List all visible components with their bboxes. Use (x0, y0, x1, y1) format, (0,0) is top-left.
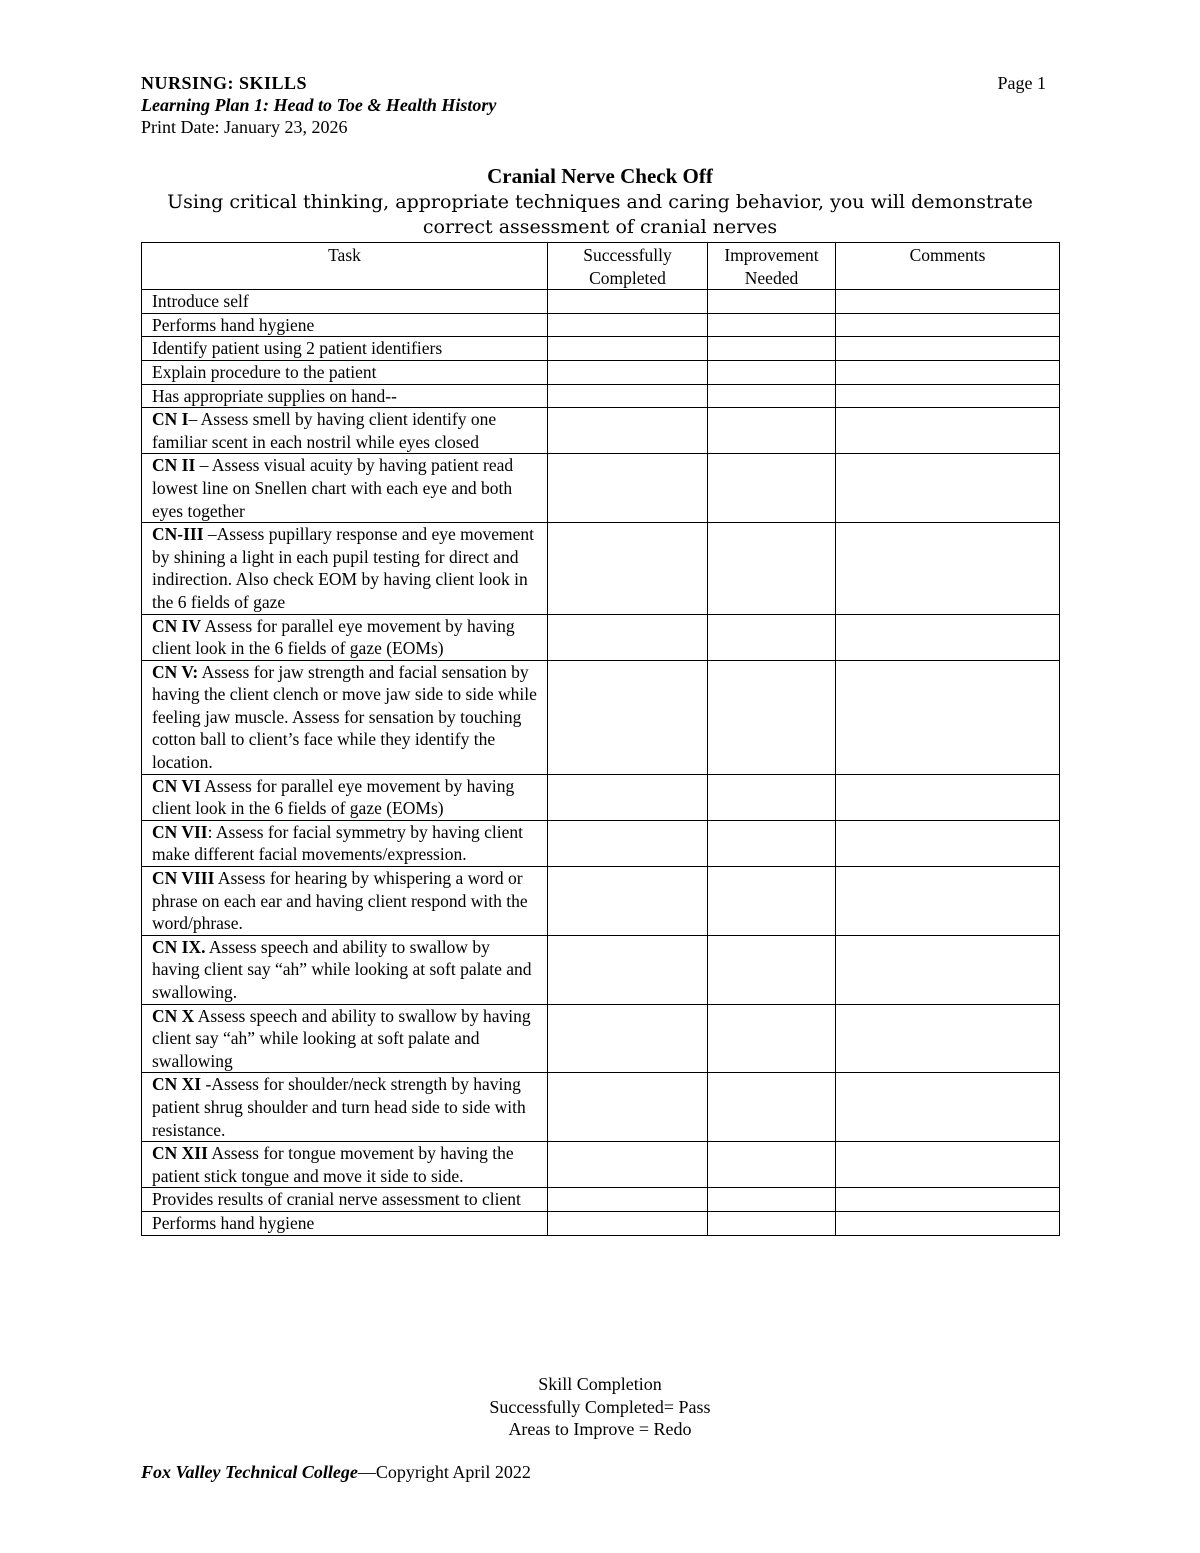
copyright: —Copyright April 2022 (357, 1462, 531, 1482)
cranial-nerve-label: CN XII (152, 1143, 208, 1164)
task-text: – Assess visual acuity by having patient read lowest line on Snellen chart with each eye and both eyes together (152, 455, 514, 521)
improvement-needed-cell[interactable] (708, 867, 836, 936)
table-row (142, 337, 1060, 361)
task-cell (142, 290, 548, 314)
task-text: Performs hand hygiene (152, 1212, 315, 1233)
improvement-needed-cell[interactable] (708, 290, 836, 314)
task-cell (142, 454, 548, 523)
cranial-nerve-label: CN IV (152, 615, 202, 636)
checkoff-table (141, 242, 1060, 1236)
comments-cell[interactable] (836, 408, 1060, 454)
comments-cell[interactable] (836, 1211, 1060, 1235)
comments-cell[interactable] (836, 454, 1060, 523)
improvement-needed-cell[interactable] (708, 454, 836, 523)
learning-plan: Learning Plan 1: Head to Toe & Health History (141, 95, 497, 115)
cranial-nerve-label: CN I (152, 409, 189, 430)
table-row (142, 1142, 1060, 1188)
successfully-completed-cell[interactable] (548, 1004, 708, 1073)
comments-cell[interactable] (836, 523, 1060, 614)
improvement-needed-cell[interactable] (708, 1004, 836, 1073)
task-cell (142, 1211, 548, 1235)
column-header-task: Task (142, 243, 548, 290)
table-row (142, 774, 1060, 820)
cranial-nerve-label: CN V: (152, 661, 199, 682)
course-title: NURSING: SKILLS (141, 73, 308, 93)
cranial-nerve-label: CN XI (152, 1074, 202, 1095)
comments-cell[interactable] (836, 660, 1060, 774)
task-cell (142, 408, 548, 454)
successfully-completed-cell[interactable] (548, 290, 708, 314)
column-header-successfully-completed: Successfully Completed (548, 243, 708, 290)
college-name: Fox Valley Technical College (141, 1462, 358, 1482)
comments-cell[interactable] (836, 384, 1060, 408)
cranial-nerve-label: CN VI (152, 775, 201, 796)
table-row (142, 867, 1060, 936)
improvement-needed-cell[interactable] (708, 935, 836, 1004)
document-title: Cranial Nerve Check Off (487, 164, 713, 188)
table-row (142, 454, 1060, 523)
comments-cell[interactable] (836, 313, 1060, 337)
successfully-completed-cell[interactable] (548, 935, 708, 1004)
improvement-needed-cell[interactable] (708, 1073, 836, 1142)
task-cell (142, 820, 548, 866)
successfully-completed-cell[interactable] (548, 1142, 708, 1188)
improvement-needed-cell[interactable] (708, 408, 836, 454)
improvement-needed-cell[interactable] (708, 820, 836, 866)
task-text: Assess for hearing by whispering a word or phrase on each ear and having client respond with the word/phrase. (152, 868, 528, 934)
cranial-nerve-label: CN-III (152, 524, 204, 545)
task-text: Provides results of cranial nerve assessment to client (152, 1189, 521, 1210)
table-header-row (142, 243, 1060, 290)
task-cell (142, 1073, 548, 1142)
table-row (142, 408, 1060, 454)
comments-cell[interactable] (836, 1004, 1060, 1073)
task-text: Performs hand hygiene (152, 314, 315, 335)
table-row (142, 820, 1060, 866)
successfully-completed-cell[interactable] (548, 820, 708, 866)
successfully-completed-cell[interactable] (548, 1188, 708, 1212)
table-row (142, 1211, 1060, 1235)
successfully-completed-cell[interactable] (548, 1073, 708, 1142)
task-text: – Assess smell by having client identify one familiar scent in each nostril while eyes closed (152, 409, 497, 452)
successfully-completed-cell[interactable] (548, 384, 708, 408)
task-text: Assess for parallel eye movement by having client look in the 6 fields of gaze (EOMs) (152, 615, 515, 659)
task-cell (142, 337, 548, 361)
comments-cell[interactable] (836, 1073, 1060, 1142)
table-row (142, 614, 1060, 660)
successfully-completed-cell[interactable] (548, 867, 708, 936)
improvement-needed-cell[interactable] (708, 313, 836, 337)
comments-cell[interactable] (836, 867, 1060, 936)
task-text: -Assess for shoulder/neck strength by having patient shrug shoulder and turn head side to side with resistance. (152, 1074, 526, 1140)
completion-pass: Successfully Completed= Pass (489, 1396, 711, 1417)
improvement-needed-cell[interactable] (708, 614, 836, 660)
task-text: Has appropriate supplies on hand-- (152, 385, 397, 406)
task-text: Explain procedure to the patient (152, 361, 377, 382)
task-text: : Assess for facial symmetry by having client make different facial movements/expression. (152, 821, 524, 865)
comments-cell[interactable] (836, 774, 1060, 820)
cranial-nerve-label: CN II (152, 455, 196, 476)
successfully-completed-cell[interactable] (548, 313, 708, 337)
column-header-comments: Comments (836, 243, 1060, 290)
table-row (142, 360, 1060, 384)
table-row (142, 1073, 1060, 1142)
footer (141, 1461, 531, 1483)
improvement-needed-cell[interactable] (708, 774, 836, 820)
table-row (142, 290, 1060, 314)
cranial-nerve-label: CN X (152, 1005, 195, 1026)
task-cell (142, 1142, 548, 1188)
cranial-nerve-label: CN VIII (152, 868, 215, 889)
improvement-needed-cell[interactable] (708, 660, 836, 774)
table-row (142, 1004, 1060, 1073)
task-text: Introduce self (152, 291, 249, 312)
improvement-needed-cell[interactable] (708, 1142, 836, 1188)
improvement-needed-cell[interactable] (708, 1188, 836, 1212)
table-row (142, 935, 1060, 1004)
column-header-improvement-needed: Improvement Needed (708, 243, 836, 290)
task-cell (142, 867, 548, 936)
comments-cell[interactable] (836, 1142, 1060, 1188)
comments-cell[interactable] (836, 337, 1060, 361)
comments-cell[interactable] (836, 1188, 1060, 1212)
task-cell (142, 660, 548, 774)
improvement-needed-cell[interactable] (708, 523, 836, 614)
task-cell (142, 774, 548, 820)
improvement-needed-cell[interactable] (708, 360, 836, 384)
improvement-needed-cell[interactable] (708, 337, 836, 361)
skill-completion-legend (0, 1373, 1200, 1441)
task-text: Identify patient using 2 patient identifiers (152, 338, 443, 359)
successfully-completed-cell[interactable] (548, 614, 708, 660)
cranial-nerve-label: CN IX. (152, 936, 206, 957)
comments-cell[interactable] (836, 290, 1060, 314)
task-text: Assess speech and ability to swallow by having client say “ah” while looking at soft palate and swallowing. (152, 936, 532, 1002)
page-number: Page 1 (997, 73, 1046, 93)
comments-cell[interactable] (836, 614, 1060, 660)
table-row (142, 660, 1060, 774)
comments-cell[interactable] (836, 360, 1060, 384)
successfully-completed-cell[interactable] (548, 523, 708, 614)
improvement-needed-cell[interactable] (708, 384, 836, 408)
task-cell (142, 523, 548, 614)
task-text: –Assess pupillary response and eye movement by shining a light in each pupil testing for direct and indirection. Also check EOM by having client look in the 6 fields of gaze (152, 524, 535, 612)
successfully-completed-cell[interactable] (548, 774, 708, 820)
successfully-completed-cell[interactable] (548, 454, 708, 523)
comments-cell[interactable] (836, 820, 1060, 866)
completion-redo: Areas to Improve = Redo (508, 1419, 692, 1439)
task-cell (142, 935, 548, 1004)
task-cell (142, 1188, 548, 1212)
cranial-nerve-label: CN VII (152, 821, 208, 842)
improvement-needed-cell[interactable] (708, 1211, 836, 1235)
successfully-completed-cell[interactable] (548, 1211, 708, 1235)
task-text: Assess for parallel eye movement by having client look in the 6 fields of gaze (EOMs) (152, 775, 515, 819)
task-cell (142, 1004, 548, 1073)
task-text: Assess speech and ability to swallow by having client say “ah” while looking at soft palate and swallowing (152, 1005, 531, 1071)
successfully-completed-cell[interactable] (548, 337, 708, 361)
successfully-completed-cell[interactable] (548, 360, 708, 384)
table-row (142, 313, 1060, 337)
task-cell (142, 614, 548, 660)
table-row (142, 384, 1060, 408)
successfully-completed-cell[interactable] (548, 660, 708, 774)
task-cell (142, 313, 548, 337)
comments-cell[interactable] (836, 935, 1060, 1004)
intro-text: Using critical thinking, appropriate techniques and caring behavior, you will demonstrate correct assessment of cranial nerves (167, 191, 1033, 238)
task-text: Assess for jaw strength and facial sensation by having the client clench or move jaw side to side while feeling jaw muscle. Assess for sensation by touching cotton ball to client’s face while they identify the location. (152, 661, 537, 773)
task-text: Assess for tongue movement by having the patient stick tongue and move it side to side. (152, 1143, 514, 1186)
successfully-completed-cell[interactable] (548, 408, 708, 454)
table-row (142, 1188, 1060, 1212)
task-cell (142, 360, 548, 384)
print-date: Print Date: January 23, 2026 (141, 117, 348, 137)
table-row (142, 523, 1060, 614)
task-cell (142, 384, 548, 408)
completion-heading: Skill Completion (538, 1374, 662, 1394)
